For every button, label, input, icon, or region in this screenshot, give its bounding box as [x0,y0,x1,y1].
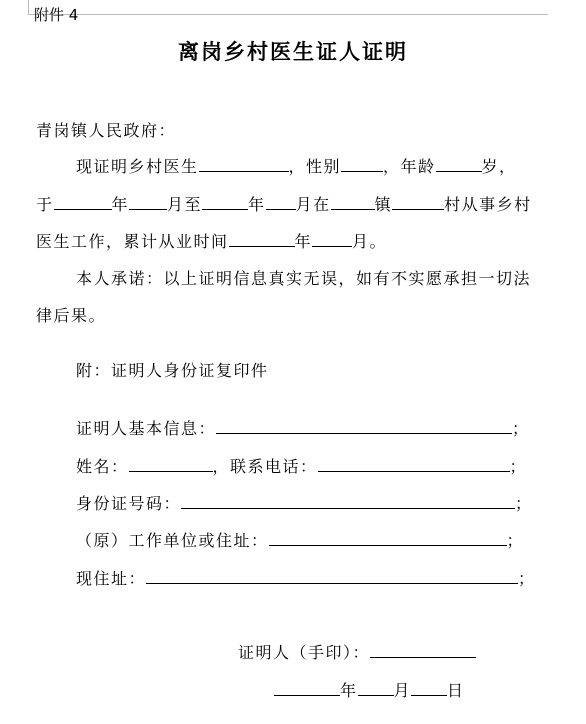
age-blank[interactable] [436,154,482,172]
text: 年 [248,195,266,214]
witness-name-blank[interactable] [129,454,213,472]
text: 月至 [167,195,203,214]
para1-line2 [36,192,532,215]
label: ，联系电话： [212,457,318,476]
promise-line1: 本人承诺：以上证明信息真实无误，如有不实愿承担一切法 [76,269,532,288]
text: 医生工作，累计从业时间 [36,232,229,251]
name-phone-row [76,454,527,477]
doctor-name-blank[interactable] [199,154,289,172]
attachment-label: 附件 4 [34,6,79,24]
town-blank[interactable] [331,192,375,210]
para1-line1 [76,154,517,177]
text: 月在 [295,195,331,214]
basic-info-blank[interactable] [216,416,512,434]
text: 年 [111,195,130,214]
label: 证明人（手印）： [238,643,371,662]
date-row [274,678,465,701]
page-header-rule [28,14,548,15]
end-month-blank[interactable] [266,192,296,210]
sign-month-blank[interactable] [358,678,394,696]
text: 现证明乡村医生 [76,157,199,176]
document-title: 离岗乡村医生证人证明 [178,40,408,64]
semicolon: ； [518,569,536,588]
current-address-row [76,566,536,589]
work-address-blank[interactable] [269,528,507,546]
sign-year-blank[interactable] [274,678,340,696]
label: 日 [447,681,465,700]
appendix-note: 附：证明人身份证复印件 [76,361,269,380]
label: 身份证号码： [76,494,182,513]
label: 证明人基本信息： [76,419,217,438]
semicolon: ； [506,531,525,550]
end-year-blank[interactable] [202,192,248,210]
phone-blank[interactable] [318,454,510,472]
id-row [76,491,533,514]
id-number-blank[interactable] [181,491,515,509]
label: 姓名： [76,457,129,476]
text: ，年龄 [383,157,436,176]
page-corner-mark [28,0,29,14]
semicolon: ； [515,494,533,513]
addressee: 青岗镇人民政府： [36,121,177,140]
text: 年 [294,232,313,251]
text: 村从事乡村 [444,195,532,214]
label: 现住址： [76,569,147,588]
text: ，性别 [288,157,342,176]
village-blank[interactable] [392,192,444,210]
para1-line3 [36,229,387,252]
signature-row [238,640,476,663]
label: 月 [393,681,412,700]
current-address-blank[interactable] [146,566,518,584]
gender-blank[interactable] [341,154,383,172]
start-month-blank[interactable] [129,192,167,210]
promise-line2: 律后果。 [36,306,107,325]
text: 岁， [481,157,517,176]
text: 镇 [374,195,393,214]
text: 于 [36,195,54,214]
sign-day-blank[interactable] [411,678,447,696]
semicolon: ； [512,419,530,438]
semicolon: ； [509,457,528,476]
text: 月。 [352,232,388,251]
label: （原）工作单位或住址： [76,531,269,550]
work-address-row [76,528,524,551]
start-year-blank[interactable] [54,192,112,210]
signature-blank[interactable] [370,640,476,658]
years-blank[interactable] [229,229,295,247]
label: 年 [340,681,358,700]
basic-info-row [76,416,530,439]
months-blank[interactable] [312,229,352,247]
